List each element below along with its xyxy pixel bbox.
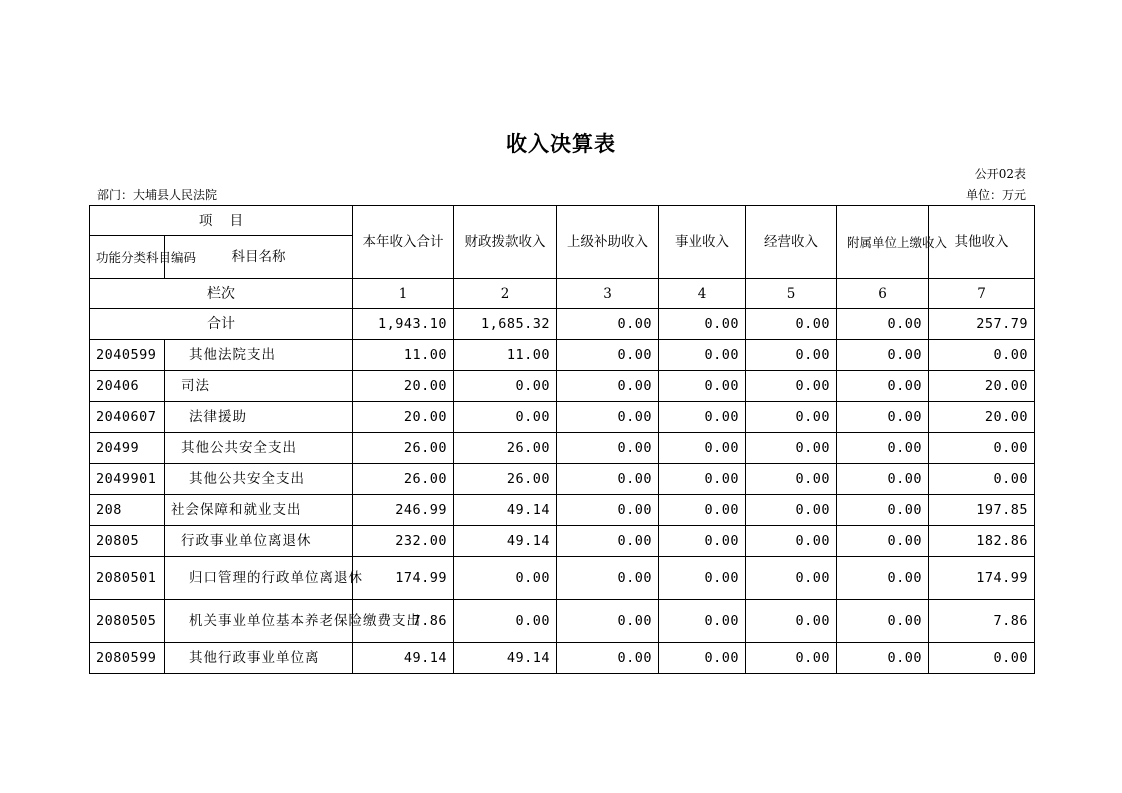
- total-value-6: 0.00: [837, 309, 929, 340]
- row-value-6: 0.00: [837, 526, 929, 557]
- row-value-1: 26.00: [353, 464, 454, 495]
- total-value-2: 1,685.32: [454, 309, 557, 340]
- row-value-1: 11.00: [353, 340, 454, 371]
- row-code: 2040607: [90, 402, 165, 433]
- header-col-fiscal: 财政拨款收入: [454, 206, 557, 279]
- row-value-3: 0.00: [557, 433, 659, 464]
- row-value-1: 26.00: [353, 433, 454, 464]
- header-col-business: 事业收入: [659, 206, 746, 279]
- row-value-3: 0.00: [557, 495, 659, 526]
- row-subject-name: 法律援助: [165, 402, 353, 433]
- row-code: 20499: [90, 433, 165, 464]
- col-number-7: 7: [929, 279, 1035, 309]
- row-subject-name: 社会保障和就业支出: [165, 495, 353, 526]
- row-value-7: 0.00: [929, 340, 1035, 371]
- form-number: 公开02表: [974, 167, 1026, 181]
- row-value-3: 0.00: [557, 464, 659, 495]
- row-value-3: 0.00: [557, 526, 659, 557]
- row-subject-name: 其他法院支出: [165, 340, 353, 371]
- row-value-1: 20.00: [353, 371, 454, 402]
- row-value-4: 0.00: [659, 600, 746, 643]
- row-value-6: 0.00: [837, 371, 929, 402]
- col-number-label: 栏次: [90, 279, 353, 309]
- department-label: 部门：大埔县人民法院: [97, 188, 218, 202]
- header-func-code: 功能分类科目编码: [90, 236, 165, 279]
- row-value-2: 0.00: [454, 371, 557, 402]
- row-value-3: 0.00: [557, 371, 659, 402]
- col-number-3: 3: [557, 279, 659, 309]
- row-value-2: 49.14: [454, 643, 557, 674]
- row-value-3: 0.00: [557, 557, 659, 600]
- row-value-2: 26.00: [454, 464, 557, 495]
- row-value-7: 182.86: [929, 526, 1035, 557]
- row-value-5: 0.00: [746, 464, 837, 495]
- row-value-2: 49.14: [454, 495, 557, 526]
- row-value-7: 0.00: [929, 643, 1035, 674]
- header-item: 项 目: [90, 206, 353, 236]
- row-value-2: 49.14: [454, 526, 557, 557]
- row-value-6: 0.00: [837, 433, 929, 464]
- row-value-4: 0.00: [659, 433, 746, 464]
- row-value-6: 0.00: [837, 643, 929, 674]
- row-code: 208: [90, 495, 165, 526]
- row-code: 2049901: [90, 464, 165, 495]
- report-title: 收入决算表: [506, 131, 616, 156]
- row-value-5: 0.00: [746, 600, 837, 643]
- row-value-1: 246.99: [353, 495, 454, 526]
- row-value-5: 0.00: [746, 557, 837, 600]
- row-value-4: 0.00: [659, 643, 746, 674]
- row-value-6: 0.00: [837, 464, 929, 495]
- row-value-4: 0.00: [659, 557, 746, 600]
- row-code: 2080599: [90, 643, 165, 674]
- row-value-5: 0.00: [746, 402, 837, 433]
- row-value-7: 197.85: [929, 495, 1035, 526]
- row-value-3: 0.00: [557, 402, 659, 433]
- row-value-1: 232.00: [353, 526, 454, 557]
- row-value-1: 174.99: [353, 557, 454, 600]
- row-value-3: 0.00: [557, 600, 659, 643]
- row-value-7: 20.00: [929, 371, 1035, 402]
- row-value-3: 0.00: [557, 340, 659, 371]
- table-row: [90, 402, 1035, 433]
- col-number-1: 1: [353, 279, 454, 309]
- row-value-2: 0.00: [454, 557, 557, 600]
- row-value-6: 0.00: [837, 340, 929, 371]
- table-row: [90, 464, 1035, 495]
- row-value-7: 174.99: [929, 557, 1035, 600]
- row-subject-name: 其他公共安全支出: [165, 464, 353, 495]
- row-value-2: 26.00: [454, 433, 557, 464]
- row-value-2: 11.00: [454, 340, 557, 371]
- row-value-4: 0.00: [659, 340, 746, 371]
- row-code: 20805: [90, 526, 165, 557]
- row-value-4: 0.00: [659, 371, 746, 402]
- row-value-6: 0.00: [837, 557, 929, 600]
- row-value-6: 0.00: [837, 495, 929, 526]
- table-row: [90, 495, 1035, 526]
- row-subject-name: 其他行政事业单位离: [165, 643, 353, 674]
- row-value-5: 0.00: [746, 526, 837, 557]
- table-row: [90, 340, 1035, 371]
- header-col-total: 本年收入合计: [353, 206, 454, 279]
- row-value-3: 0.00: [557, 643, 659, 674]
- row-subject-name: 机关事业单位基本养老保险缴费支出: [165, 600, 353, 643]
- col-number-5: 5: [746, 279, 837, 309]
- row-value-1: 20.00: [353, 402, 454, 433]
- row-value-5: 0.00: [746, 371, 837, 402]
- header-col-operating: 经营收入: [746, 206, 837, 279]
- header-col-other: 其他收入: [929, 206, 1035, 279]
- table-row: [90, 371, 1035, 402]
- header-col-affiliated: 附属单位上缴收入: [837, 206, 929, 279]
- total-value-1: 1,943.10: [353, 309, 454, 340]
- total-value-5: 0.00: [746, 309, 837, 340]
- row-code: 20406: [90, 371, 165, 402]
- row-value-5: 0.00: [746, 643, 837, 674]
- col-number-4: 4: [659, 279, 746, 309]
- row-value-6: 0.00: [837, 402, 929, 433]
- row-value-1: 49.14: [353, 643, 454, 674]
- row-value-7: 0.00: [929, 433, 1035, 464]
- col-number-row: [90, 279, 1035, 309]
- unit-label: 单位：万元: [965, 188, 1026, 202]
- row-subject-name: 其他公共安全支出: [165, 433, 353, 464]
- income-table: [89, 205, 1035, 674]
- row-code: 2080505: [90, 600, 165, 643]
- total-value-3: 0.00: [557, 309, 659, 340]
- row-value-5: 0.00: [746, 340, 837, 371]
- row-value-7: 20.00: [929, 402, 1035, 433]
- row-value-5: 0.00: [746, 495, 837, 526]
- row-value-7: 0.00: [929, 464, 1035, 495]
- total-value-7: 257.79: [929, 309, 1035, 340]
- header-subject-name: 科目名称: [165, 236, 353, 279]
- row-value-4: 0.00: [659, 402, 746, 433]
- row-code: 2080501: [90, 557, 165, 600]
- row-value-4: 0.00: [659, 495, 746, 526]
- row-value-6: 0.00: [837, 600, 929, 643]
- row-value-1: 7.86: [353, 600, 454, 643]
- header-row: [90, 206, 1035, 236]
- row-code: 2040599: [90, 340, 165, 371]
- row-value-7: 7.86: [929, 600, 1035, 643]
- total-label: 合计: [90, 309, 353, 340]
- row-value-2: 0.00: [454, 600, 557, 643]
- table-row: [90, 600, 1035, 643]
- row-value-4: 0.00: [659, 526, 746, 557]
- col-number-2: 2: [454, 279, 557, 309]
- row-subject-name: 行政事业单位离退休: [165, 526, 353, 557]
- table-row: [90, 433, 1035, 464]
- table-row: [90, 526, 1035, 557]
- total-row: [90, 309, 1035, 340]
- row-subject-name: 司法: [165, 371, 353, 402]
- row-value-2: 0.00: [454, 402, 557, 433]
- table-row: [90, 643, 1035, 674]
- row-value-4: 0.00: [659, 464, 746, 495]
- row-value-5: 0.00: [746, 433, 837, 464]
- header-col-superior: 上级补助收入: [557, 206, 659, 279]
- total-value-4: 0.00: [659, 309, 746, 340]
- col-number-6: 6: [837, 279, 929, 309]
- table-row: [90, 557, 1035, 600]
- row-subject-name: 归口管理的行政单位离退休: [165, 557, 353, 600]
